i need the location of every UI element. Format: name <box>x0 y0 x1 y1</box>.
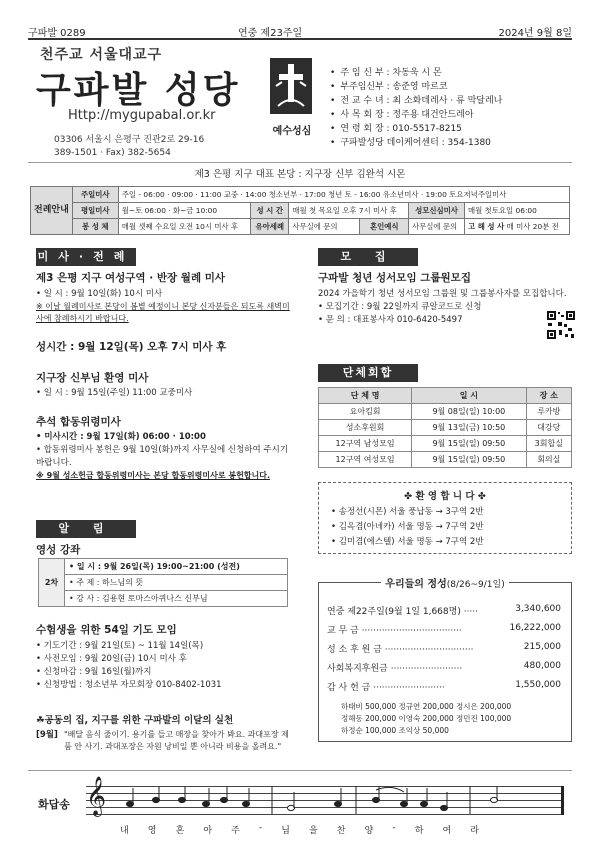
district-subtitle: 제3 은평 지구 대표 본당 : 지구장 신부 김완석 시몬 <box>194 169 406 180</box>
donor-line: 하태비 500,000 정규연 200,000 정시은 200,000 <box>341 702 512 711</box>
staff-item: • 연 령 회 장 : 010-5517-8215 <box>330 122 502 136</box>
parish-name: 구파발 성당 <box>36 70 241 111</box>
memorial-mass-apply: • 합동위령미사 봉헌은 9월 10일(화)까지 사무실에 신청하여 주시기 바랍니다. <box>36 445 289 468</box>
infant-baptism-label: 유아세례 <box>251 219 289 235</box>
staff-item: • 사 목 회 장 : 정주용 대건안드레아 <box>330 108 502 122</box>
practice-section <box>36 712 296 753</box>
lyric-syllable: 혼 <box>175 826 186 836</box>
welcome-list <box>319 502 571 550</box>
group-place: 대강당 <box>526 420 571 436</box>
qr-code-icon[interactable] <box>546 310 576 340</box>
sacred-heart-icon <box>270 58 312 114</box>
masthead <box>28 22 572 40</box>
list-item: • 송정선(시몬) 서울 풍납동 → 3구역 2반 <box>331 507 484 517</box>
group-name: 성소후원회 <box>319 420 412 436</box>
infant-baptism-text: 사무실에 문의 <box>289 219 360 235</box>
donor-line: 정해동 200,000 이영숙 200,000 정민진 100,000 <box>341 714 512 723</box>
staff-item: • 구파발성당 데이케어센터 : 354-1380 <box>330 136 502 150</box>
communion-visit-text: 매월 셋째 수요일 오전 10시 미사 후 <box>118 219 250 235</box>
liturgical-season: 연중 제23주일 <box>238 28 303 39</box>
table-row <box>319 452 572 468</box>
offering-row <box>327 661 561 680</box>
offering-header <box>319 575 571 590</box>
lyric-syllable: 아 <box>203 826 214 836</box>
music-staff <box>86 776 564 818</box>
lyric-syllable: 찬 <box>336 826 347 836</box>
group-place: 3회합실 <box>526 436 571 452</box>
recruit-title: 구파발 청년 성서모임 그룹원모집 <box>318 272 471 284</box>
recruit-period: • 모집기간 : 9월 22일까지 큐알코드로 신청 <box>318 302 482 312</box>
lyric-syllable: 라 <box>470 826 480 836</box>
practice-text: "배달 음식 줄이기. 용기를 들고 매장을 찾아가 봐요. 과대포장 제품 안 사기. 과대포장은 자원 낭비일 뿐 아니라 비용을 올려요." <box>64 730 289 751</box>
logo-label: 예수성심 <box>272 126 312 137</box>
offering-list <box>319 590 571 737</box>
lyric-syllable: 님 <box>281 826 291 836</box>
lecture-title: 영성 강좌 <box>36 544 81 556</box>
weekday-mass-label: 평일미사 <box>72 203 118 219</box>
holy-hour-text: 매월 첫 목요일 오후 7시 미사 후 <box>289 203 409 219</box>
staff-list <box>330 66 502 150</box>
holy-hour-notice: 성시간 : 9월 12일(목) 오후 7시 미사 후 <box>36 341 227 353</box>
staff-item: • 주 임 신 부 : 차동욱 시 몬 <box>330 66 502 80</box>
practice-tag: [9월] <box>36 730 58 740</box>
staff-item: • 부주임신부 : 송준영 마르코 <box>330 80 502 94</box>
offering-row <box>327 680 561 699</box>
offering-amount: 480,000 <box>523 661 561 671</box>
group-name: 요아킴회 <box>319 404 412 420</box>
welcome-mass-time: • 일 시 : 9월 15일(주일) 11:00 교중미사 <box>36 388 193 398</box>
table-row <box>319 404 572 420</box>
memorial-mass-note: ※ 9월 성소헌금 합동위령미사는 본당 합동위령미사로 봉헌합니다. <box>36 471 271 480</box>
lyric-syllable: 양 <box>364 826 375 836</box>
group-time: 9월 15일(일) 09:50 <box>412 452 526 468</box>
groups-heading: 단체회합 <box>318 364 418 382</box>
offering-title-wrap <box>381 579 508 590</box>
holy-hour-label: 성 시 간 <box>251 203 289 219</box>
prayer-line: • 신청방법 : 청소년부 자모회장 010-8402-1031 <box>36 680 222 690</box>
column-header: 장 소 <box>526 388 571 404</box>
lyric-syllable: 내 <box>120 826 130 836</box>
schedule-side-label: 전례안내 <box>31 187 73 235</box>
practice-row <box>36 729 296 753</box>
donor-list <box>327 701 561 737</box>
parish-address <box>54 134 204 160</box>
prayer-line: • 신청마감 : 9월 16일(월)까지 <box>36 667 152 677</box>
marian-mass-label: 성모신심미사 <box>408 203 464 219</box>
group-place: 루카방 <box>526 404 571 420</box>
welcome-title: ✤ 환 영 합 니 다 ✤ <box>404 491 486 502</box>
prayer-line: • 기도기간 : 9월 21일(토) ~ 11월 14일(목) <box>36 641 204 651</box>
diocese-name: 천주교 서울대교구 <box>40 47 163 63</box>
offering-box <box>318 579 572 742</box>
offering-label: 교 무 금 ··································· <box>327 626 462 636</box>
table-row <box>319 436 572 452</box>
staff-item: • 전 교 수 녀 : 최 소화데레사 · 류 막달레나 <box>330 94 502 108</box>
confession-cell <box>465 219 570 235</box>
recruit-section <box>318 270 572 327</box>
treble-clef-icon: 𝄞 <box>86 776 107 816</box>
donor-line: 하정순 100,000 조익상 50,000 <box>341 726 449 735</box>
prayer-title: 수험생을 위한 54일 기도 모임 <box>36 624 177 636</box>
divider <box>28 162 572 163</box>
memorial-mass-time: • 미사시간 : 9월 17일(화) 06:00 · 10:00 <box>36 432 206 442</box>
parish-logo <box>266 58 316 140</box>
lecture-table <box>38 558 288 607</box>
offering-label: 성 소 후 원 금 ······························· <box>327 645 474 655</box>
liturgy-heading: 미사·전례 <box>36 248 136 266</box>
notice-heading: 알 림 <box>36 520 136 538</box>
phone-line: 389-1501 · Fax) 382-5654 <box>54 148 171 158</box>
offering-amount: 16,222,000 <box>509 623 561 633</box>
lyric-syllable: 하 <box>414 826 425 836</box>
recruit-heading: 모 집 <box>318 248 418 266</box>
group-name: 12구역 여성모임 <box>319 452 412 468</box>
lyric-syllable: - <box>392 823 397 833</box>
notes-icon <box>86 782 564 818</box>
lyric-syllable: 을 <box>309 826 319 836</box>
welcome-box <box>318 482 572 554</box>
offering-amount: 1,550,000 <box>515 680 561 690</box>
offering-title: 우리들의 정성 <box>385 579 447 590</box>
offering-row <box>327 623 561 642</box>
confession-text: 매 미사 20분 전 <box>506 222 559 231</box>
prayer-section <box>36 622 291 692</box>
mass-schedule-table <box>30 186 570 235</box>
offering-label: 사회복지후원금 ························· <box>327 664 463 674</box>
psalm-label: 화답송 <box>38 798 70 811</box>
weekday-mass-text: 월~토 06:00 · 화~금 10:00 <box>118 203 250 219</box>
offering-amount: 3,340,600 <box>515 604 561 614</box>
offering-period: (8/26~9/1일) <box>446 580 505 590</box>
sunday-mass-text: 주일 - 06:00 · 09:00 · 11:00 교중 · 14:00 청소년부 · 17:00 청년 토 - 16:00 유소년미사 · 19:00 토요저녁주일미사 <box>118 187 569 203</box>
offering-row <box>327 604 561 623</box>
column-header: 단 체 명 <box>319 388 412 404</box>
group-time: 9월 08일(일) 10:00 <box>412 404 526 420</box>
parish-url[interactable]: Http://mygupabal.or.kr <box>68 108 216 123</box>
lecture-row: • 강 사 : 김용현 토마스아퀴나스 신부님 <box>65 591 288 607</box>
memorial-mass-title: 추석 합동위령미사 <box>36 416 121 428</box>
lecture-session: 2차 <box>39 559 65 607</box>
table-row <box>319 420 572 436</box>
confession-label: 고 해 성 사 <box>468 222 505 231</box>
regional-mass-time: • 일 시 : 9월 10일(화) 10시 미사 <box>36 289 163 299</box>
lyric-syllable: - <box>258 823 264 833</box>
offering-label: 연중 제22주일(9월 1일 1,668명) ····· <box>327 607 478 617</box>
group-name: 12구역 남성모임 <box>319 436 412 452</box>
recruit-desc: 2024 가을학기 청년 성서모임 그룹원 및 그룹봉사자를 모집합니다. <box>318 289 567 299</box>
group-time: 9월 13일(금) 10:50 <box>412 420 526 436</box>
lyric-syllable: 여 <box>442 826 453 836</box>
lyric-syllable: 영 <box>147 826 158 836</box>
group-place: 회의실 <box>526 452 571 468</box>
lecture-row: • 일 시 : 9월 26일(목) 19:00~21:00 (성전) <box>65 559 288 575</box>
offering-row <box>327 642 561 661</box>
table-header-row <box>319 388 572 404</box>
regional-mass-note: ※ 이날 월례미사로 본당이 봄볕 예정이니 본당 신자분들은 되도록 새벽미사에 참례하시기 바랍니다. <box>36 302 290 323</box>
column-header: 일 시 <box>412 388 526 404</box>
offering-label: 감 사 헌 금 ························· <box>327 683 445 693</box>
recruit-contact: • 문 의 : 대표봉사자 010-6420-5497 <box>318 315 463 325</box>
marian-mass-text: 매월 첫토요일 06:00 <box>465 203 570 219</box>
sunday-mass-label: 주일미사 <box>72 187 118 203</box>
welcome-mass-title: 지구장 신부님 환영 미사 <box>36 372 149 384</box>
communion-visit-label: 봉 성 체 <box>72 219 118 235</box>
psalm-lyrics <box>120 823 480 836</box>
address-line: 03306 서울시 은평구 진관2로 29-16 <box>54 135 205 145</box>
list-item: • 김미겸(에스텔) 서울 명동 → 7구역 2반 <box>331 537 484 547</box>
issue-number: 구파발 0289 <box>28 28 86 39</box>
offering-amount: 215,000 <box>523 642 561 652</box>
regional-mass-title: 제3 은평 지구 여성구역 · 반장 월례 미사 <box>36 272 226 284</box>
lyric-syllable: 주 <box>231 826 241 836</box>
divider <box>28 770 572 771</box>
liturgy-section <box>36 270 291 482</box>
wedding-label: 혼인예식 <box>360 219 409 235</box>
wedding-text: 사무실에 문의 <box>408 219 464 235</box>
prayer-line: • 사전모임 : 9월 20일(금) 10시 미사 후 <box>36 654 187 664</box>
list-item: • 김옥겸(아녜카) 서울 명동 → 7구역 2반 <box>331 522 484 532</box>
issue-date: 2024년 9월 8일 <box>498 28 572 39</box>
lecture-row: • 주 제 : 하느님의 뜻 <box>65 575 288 591</box>
group-time: 9월 15일(일) 09:50 <box>412 436 526 452</box>
practice-title: ☘공동의 집, 지구를 위한 구파발의 이달의 실천 <box>36 715 234 726</box>
group-meeting-table <box>318 387 572 468</box>
